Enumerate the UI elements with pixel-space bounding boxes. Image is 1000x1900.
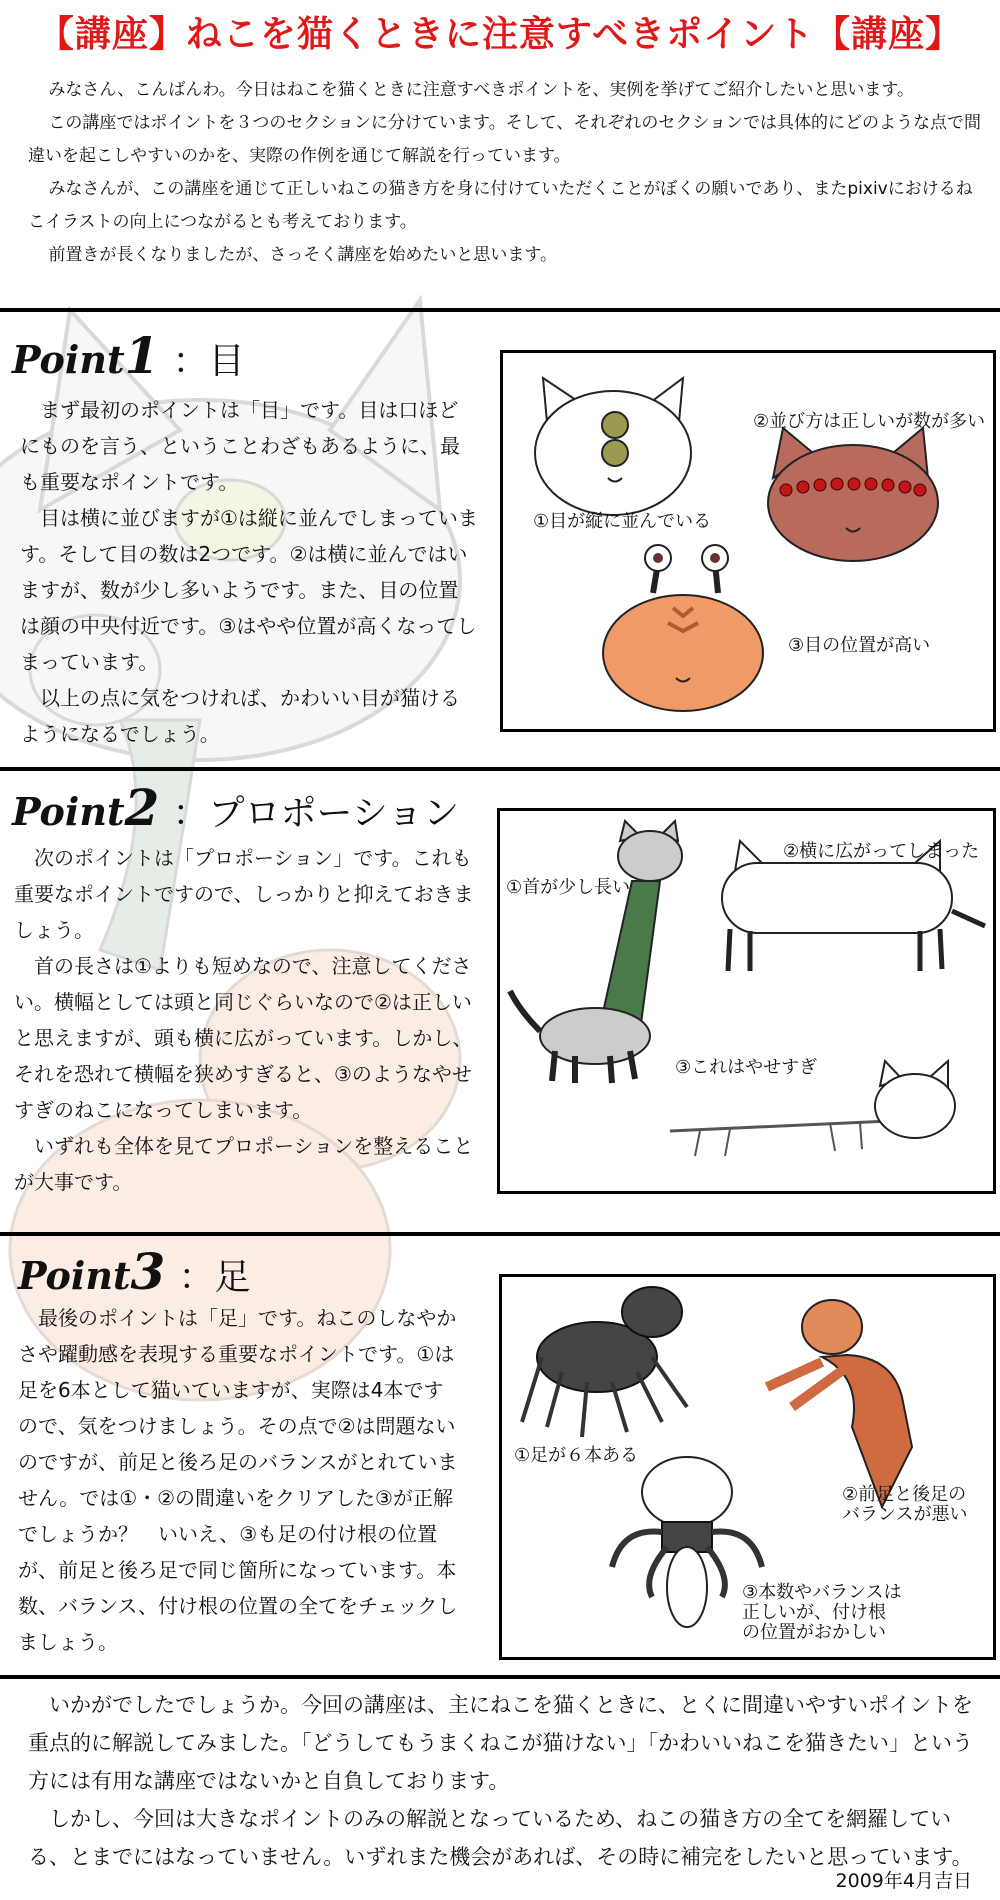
wrong-leg-base-cat-drawing (612, 1457, 762, 1627)
point2-text (14, 840, 474, 1200)
point2-paragraph: 次のポイントは「プロポーション」です。これも重要なポイントですので、しっかりと抑えておきましょう。 (14, 846, 474, 942)
cat-high-eyes-drawing (603, 545, 763, 711)
cat-many-eyes-drawing (768, 428, 938, 561)
point-number: 2 (124, 778, 160, 837)
date-label: 2009年4月吉日 (835, 1870, 972, 1892)
point-topic: ：足 (178, 1257, 251, 1298)
point1-heading (12, 326, 245, 385)
point-label: Point (12, 337, 125, 382)
point-label: Point (18, 1253, 131, 1298)
closing-paragraph: いかがでしたでしょうか。今回の講座は、主にねこを猫くときに、とくに間違いやすいポイントを重点的に解説してみました。「どうしてもうまくねこが猫けない」「かわいいねこを猫きたい」という方には有用な講座ではないかと自負しております。 (28, 1693, 973, 1793)
point1-paragraph: 目は横に並びますが①は縦に並んでしまっています。そして目の数は2つです。②は横に並んではいますが、数が少し多いようです。また、目の位置は顔の中央付近です。③はやや位置が高くなってしまっています。 (20, 506, 478, 674)
point2-illustration-panel (497, 808, 996, 1194)
point2-caption: ②横に広がってしまった (783, 841, 980, 862)
point2-paragraph: 首の長さは①よりも短めなので、注意してください。横幅としては頭と同じぐらいなので②は正しいと思えますが、頭も横に広がっています。しかし、それを恐れて横幅を狭めすぎると、③のようなやせすぎのねこになってしまいます。 (14, 954, 473, 1122)
point1-illustration (503, 353, 993, 729)
closing-paragraph: しかし、今回は大きなポイントのみの解説となっているため、ねこの猫き方の全てを網羅している、とまでにはなっていません。いずれまた機会があれば、その時に補完をしたいと思っています。 (28, 1807, 973, 1869)
unbalanced-legs-cat-drawing (767, 1300, 912, 1507)
point3-paragraph: 最後のポイントは「足」です。ねこのしなやかさや躍動感を表現する重要なポイントです。①は足を6本として猫いていますが、実際は4本ですので、気をつけましょう。その点で②は問題ないのですが、前足と後ろ足のバランスがとれていません。では①・②の間違いをクリアした③が正解でしょうか？ いいえ、③も足の付け根の位置が、前足と後ろ足で同じ箇所になっています。本数、バランス、付け根の位置の全てをチェックしましょう。 (18, 1306, 458, 1654)
section-divider (0, 308, 1000, 312)
section-divider (0, 1675, 1000, 1679)
point2-paragraph: いずれも全体を見てプロポーションを整えることが大事です。 (14, 1134, 474, 1194)
point1-illustration-panel (500, 350, 996, 732)
intro-text (28, 74, 988, 272)
point2-caption: ③これはやせすぎ (675, 1057, 818, 1078)
point-number: 1 (124, 326, 160, 385)
point3-heading (18, 1242, 251, 1301)
point3-illustration-panel (499, 1274, 996, 1660)
point1-paragraph: 以上の点に気をつければ、かわいい目が猫けるようになるでしょう。 (20, 686, 460, 746)
cat-vertical-eyes-drawing (535, 378, 691, 515)
point3-caption: ②前足と後足の バランスが悪い (842, 1484, 968, 1525)
point1-caption: ③目の位置が高い (788, 635, 931, 656)
point1-caption: ①目が縦に並んでいる (533, 511, 712, 532)
point2-caption: ①首が少し長い (506, 877, 631, 898)
point3-caption: ③本数やバランスは 正しいが、付け根 の位置がおかしい (742, 1582, 902, 1643)
point2-heading (12, 778, 459, 837)
point-topic: ：プロポーション (172, 793, 460, 834)
intro-paragraph: 前置きが長くなりましたが、さっそく講座を始めたいと思います。 (48, 245, 558, 265)
long-neck-cat-drawing (510, 821, 682, 1083)
six-legged-cat-drawing (522, 1287, 687, 1437)
point2-illustration (500, 811, 993, 1191)
point-number: 3 (130, 1242, 166, 1301)
section-divider (0, 767, 1000, 771)
intro-paragraph: この講座ではポイントを３つのセクションに分けています。そして、それぞれのセクションでは具体的にどのような点で間違いを起こしやすいのかを、実際の作例を通じて解説を行っています。 (28, 113, 982, 166)
intro-paragraph: みなさん、こんばんわ。今日はねこを猫くときに注意すべきポイントを、実例を挙げてご紹介したいと思います。 (48, 80, 915, 100)
point-label: Point (12, 789, 125, 834)
point1-caption: ②並び方は正しいが数が多い (753, 411, 986, 432)
point1-paragraph: まず最初のポイントは「目」です。目は口ほどにものを言う、ということわざもあるように、最も重要なポイントです。 (20, 398, 460, 494)
point1-text (20, 392, 478, 752)
point3-text (18, 1300, 463, 1660)
point3-caption: ①足が６本ある (514, 1445, 639, 1466)
section-divider (0, 1232, 1000, 1236)
page-title: 【講座】ねこを猫くときに注意すべきポイント【講座】 (37, 14, 963, 55)
closing-text (28, 1686, 993, 1876)
point-topic: ：目 (172, 341, 245, 382)
intro-paragraph: みなさんが、この講座を通じて正しいねこの猫き方を身に付けていただくことがぼくの願いであり、またpixivにおけるねこイラストの向上につながるとも考えております。 (28, 179, 973, 232)
